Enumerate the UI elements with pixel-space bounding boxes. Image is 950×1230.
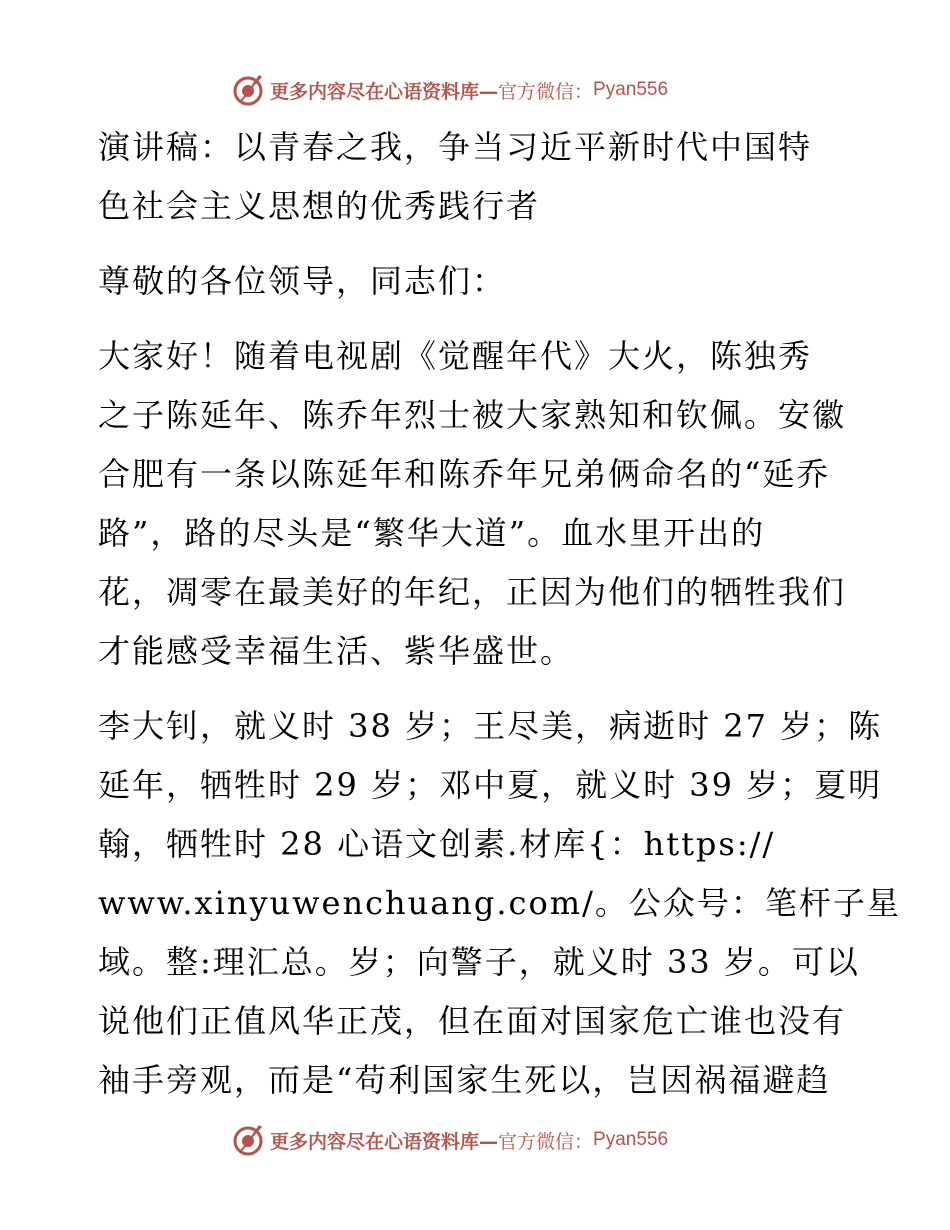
text-line: 李大钊，就义时 38 岁；王尽美，病逝时 27 岁；陈	[98, 707, 883, 745]
body-paragraph	[98, 697, 901, 1110]
text-line: 尊敬的各位领导，同志们：	[98, 262, 507, 300]
wechat-label: 官方微信：	[498, 80, 594, 103]
feather-quill-logo-icon	[232, 1123, 266, 1157]
text-line: www.xinyuwenchuang.com/。公众号：笔杆子星	[98, 884, 901, 922]
wechat-handle: Pyan556	[593, 1129, 669, 1150]
header-banner	[232, 72, 668, 108]
body-paragraph	[98, 327, 878, 681]
text-line: 色社会主义思想的优秀践行者	[98, 187, 541, 225]
text-line: 花，凋零在最美好的年纪，正因为他们的牺牲我们	[98, 573, 847, 611]
text-line: 才能感受幸福生活、紫华盛世。	[98, 632, 575, 670]
text-line: 合肥有一条以陈延年和陈乔年兄弟俩命名的“延乔	[98, 455, 831, 493]
wechat-label: 官方微信：	[498, 1130, 594, 1153]
text-line: 路”，路的尽头是“繁华大道”。血水里开出的	[98, 514, 766, 552]
document-body	[98, 118, 901, 1126]
brand-text: 更多内容尽在心语资料库—	[270, 80, 499, 103]
footer-banner	[232, 1122, 668, 1158]
text-line: 说他们正值风华正茂，但在面对国家危亡谁也没有	[98, 1002, 847, 1040]
feather-quill-logo-icon	[232, 73, 266, 107]
text-line: 域。整:理汇总。岁；向警子，就义时 33 岁。可以	[98, 943, 860, 981]
text-line: 之子陈延年、陈乔年烈士被大家熟知和钦佩。安徽	[98, 396, 847, 434]
title-paragraph	[98, 118, 878, 236]
text-line: 翰，牺牲时 28 心语文创素.材库{：https://	[98, 825, 776, 863]
salutation-paragraph	[98, 252, 878, 311]
text-line: 演讲稿：以青春之我，争当习近平新时代中国特	[98, 128, 813, 166]
text-line: 袖手旁观，而是“苟利国家生死以，岂因祸福避趋	[98, 1061, 831, 1099]
wechat-handle: Pyan556	[593, 79, 669, 100]
text-line: 延年，牺牲时 29 岁；邓中夏，就义时 39 岁；夏明	[98, 766, 883, 804]
brand-text: 更多内容尽在心语资料库—	[270, 1130, 499, 1153]
text-line: 大家好！随着电视剧《觉醒年代》大火，陈独秀	[98, 337, 813, 375]
